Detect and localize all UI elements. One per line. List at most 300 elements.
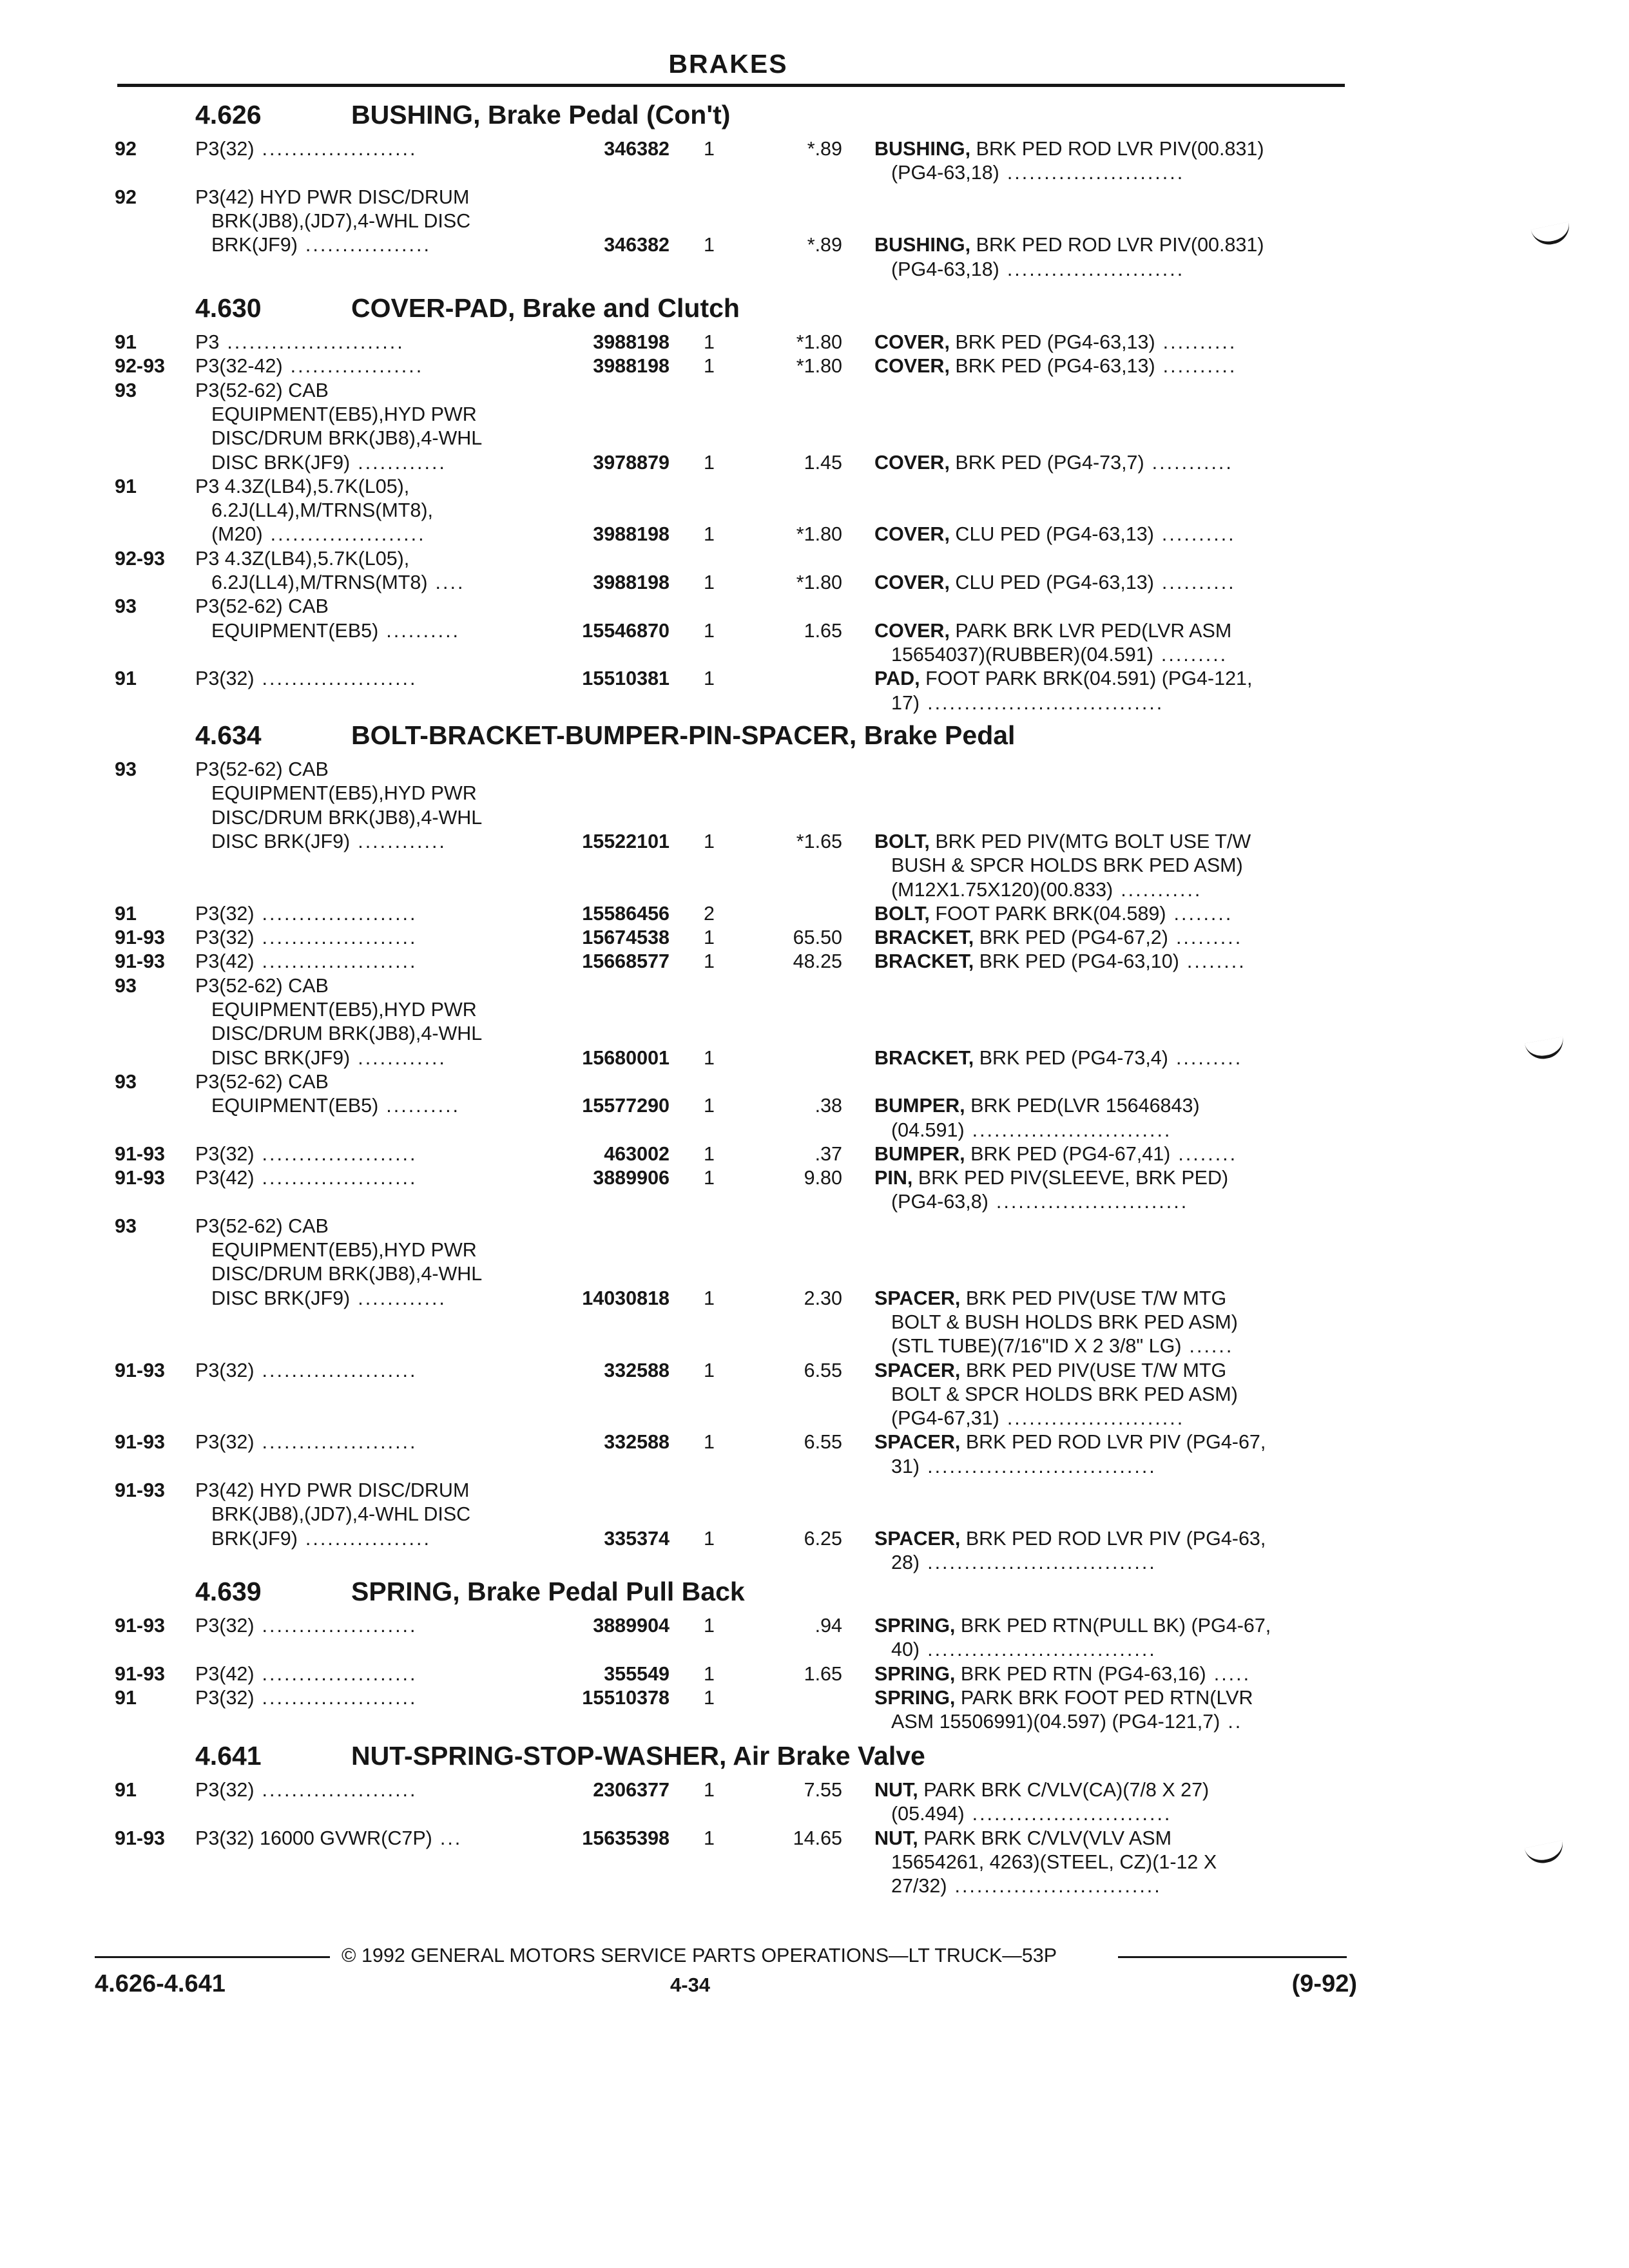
description-continuation — [891, 643, 1228, 667]
catalog-line — [0, 1455, 1629, 1479]
part-description: BRK PED RTN(PULL BK) (PG4-67, — [960, 1615, 1271, 1637]
catalog-line — [0, 902, 1629, 926]
application-cell — [211, 830, 447, 854]
description-text: 15654037)(RUBBER)(04.591) — [891, 643, 1153, 666]
catalog-line — [0, 1262, 1629, 1286]
catalog-line — [0, 830, 1629, 854]
application-text: EQUIPMENT(EB5),HYD PWR — [211, 999, 477, 1021]
description-cell — [874, 233, 1264, 257]
part-name: NUT, — [874, 1779, 918, 1801]
catalog-line — [0, 233, 1629, 257]
catalog-line — [0, 926, 1629, 950]
leader-dots: ..................... — [262, 1686, 418, 1709]
catalog-line — [0, 1850, 1629, 1874]
leader-dots: .......... — [386, 1095, 461, 1117]
catalog-line — [0, 667, 1629, 691]
description-cell — [874, 1287, 1226, 1311]
leader-dots: ..................... — [262, 1359, 418, 1381]
leader-dots: ............ — [358, 1046, 447, 1069]
application-cell — [211, 1527, 431, 1551]
leader-dots: ........................ — [1007, 162, 1185, 184]
part-number: 346382 — [604, 138, 670, 160]
part-description: CLU PED (PG4-63,13) — [955, 523, 1154, 546]
leader-dots: .................. — [290, 355, 424, 378]
section-number: 4.634 — [195, 720, 262, 750]
model-year: 93 — [115, 379, 137, 401]
catalog-line — [0, 1142, 1629, 1166]
application-text: (M20) — [211, 523, 263, 546]
price: .37 — [815, 1142, 842, 1165]
leader-dots: .......... — [386, 619, 461, 642]
application-text: P3(32) — [195, 1686, 255, 1709]
section-title: BUSHING, Brake Pedal (Con't) — [351, 100, 731, 130]
description-continuation — [891, 1407, 1184, 1430]
description-text: 28) — [891, 1551, 920, 1573]
quantity: 1 — [704, 950, 715, 973]
leader-dots: ............................... — [927, 1551, 1157, 1573]
part-number: 3889906 — [593, 1167, 670, 1189]
leader-dots: ........................... — [972, 1803, 1172, 1825]
catalog-line — [0, 1238, 1629, 1262]
description-cell — [874, 1430, 1266, 1454]
application-cell — [195, 1166, 418, 1190]
application-text: EQUIPMENT(EB5),HYD PWR — [211, 403, 477, 425]
catalog-line — [0, 1638, 1629, 1662]
application-text: P3 4.3Z(LB4),5.7K(L05), — [195, 475, 410, 497]
application-text: BRK(JB8),(JD7),4-WHL DISC — [211, 209, 471, 232]
leader-dots: ..................... — [262, 668, 418, 690]
part-name: NUT, — [874, 1827, 918, 1849]
section-number: 4.639 — [195, 1577, 262, 1606]
part-description: BRK PED (PG4-67,41) — [970, 1142, 1171, 1165]
catalog-line — [0, 331, 1629, 354]
catalog-line — [0, 643, 1629, 667]
leader-dots: ............................... — [927, 1455, 1157, 1477]
part-description: PARK BRK FOOT PED RTN(LVR — [960, 1686, 1253, 1709]
leader-dots: ..................... — [262, 902, 418, 925]
description-cell — [874, 331, 1237, 354]
part-description: BRK PED ROD LVR PIV(00.831) — [976, 234, 1264, 256]
catalog-line — [0, 1287, 1629, 1311]
quantity: 1 — [704, 927, 715, 949]
part-name: SPRING, — [874, 1662, 956, 1685]
part-name: SPRING, — [874, 1686, 956, 1709]
catalog-line — [0, 758, 1629, 782]
model-year: 92-93 — [115, 355, 166, 378]
application-cell — [195, 926, 418, 950]
description-continuation — [891, 1119, 1171, 1142]
price: 1.65 — [804, 619, 842, 642]
part-name: SPACER, — [874, 1431, 961, 1454]
description-cell — [874, 354, 1237, 378]
catalog-line — [0, 427, 1629, 450]
model-year: 91-93 — [115, 1431, 166, 1454]
leader-dots: ........................... — [972, 1119, 1172, 1141]
section-number: 4.630 — [195, 293, 262, 323]
part-name: BUSHING, — [874, 138, 971, 160]
catalog-line — [0, 1614, 1629, 1638]
model-year: 91-93 — [115, 1615, 166, 1637]
application-cell — [211, 523, 426, 546]
part-number: 15510378 — [582, 1686, 670, 1709]
leader-dots: ..................... — [262, 138, 418, 160]
quantity: 1 — [704, 234, 715, 256]
application-cell — [195, 379, 329, 403]
quantity: 1 — [704, 1615, 715, 1637]
part-number: 15680001 — [582, 1046, 670, 1069]
application-text: DISC BRK(JF9) — [211, 1046, 351, 1069]
catalog-line — [0, 1383, 1629, 1407]
application-text: BRK(JB8),(JD7),4-WHL DISC — [211, 1503, 471, 1526]
application-text: P3(32) — [195, 668, 255, 690]
application-cell — [195, 595, 329, 619]
catalog-line — [0, 403, 1629, 427]
quantity: 1 — [704, 1046, 715, 1069]
catalog-line — [0, 1046, 1629, 1070]
application-cell — [211, 571, 465, 595]
price: 6.55 — [804, 1431, 842, 1454]
description-cell — [874, 1662, 1251, 1686]
leader-dots: ............ — [358, 451, 447, 474]
price: 7.55 — [804, 1779, 842, 1801]
leader-dots: ..................... — [262, 927, 418, 949]
leader-dots: .......... — [1161, 523, 1236, 546]
description-continuation — [891, 161, 1184, 185]
part-number: 3988198 — [593, 331, 670, 353]
application-text: EQUIPMENT(EB5) — [211, 1095, 379, 1117]
leader-dots: ... — [439, 1827, 463, 1849]
application-text: P3(52-62) CAB — [195, 1070, 329, 1093]
description-text: BOLT & SPCR HOLDS BRK PED ASM) — [891, 1383, 1238, 1405]
part-description: PARK BRK C/VLV(CA)(7/8 X 27) — [923, 1779, 1210, 1801]
application-text: P3 — [195, 331, 220, 353]
part-name: SPACER, — [874, 1359, 961, 1381]
price: 2.30 — [804, 1287, 842, 1309]
application-text: DISC BRK(JF9) — [211, 1287, 351, 1309]
leader-dots: ......... — [1175, 1046, 1243, 1069]
part-description: CLU PED (PG4-63,13) — [955, 572, 1154, 593]
description-cell — [874, 1142, 1237, 1166]
model-year: 91-93 — [115, 927, 166, 949]
catalog-line — [0, 806, 1629, 830]
description-text: (M12X1.75X120)(00.833) — [891, 878, 1113, 901]
application-text: P3(42) — [195, 1167, 255, 1189]
price: *1.80 — [796, 523, 842, 546]
application-text: P3(32) 16000 GVWR(C7P) — [195, 1827, 432, 1849]
leader-dots: ..................... — [262, 950, 418, 973]
model-year: 91-93 — [115, 1662, 166, 1685]
catalog-line — [0, 258, 1629, 282]
description-cell — [874, 1778, 1209, 1802]
application-cell — [211, 619, 460, 643]
price: *.89 — [807, 138, 842, 160]
quantity: 1 — [704, 1827, 715, 1849]
part-name: BRACKET, — [874, 927, 974, 949]
catalog-line — [0, 1479, 1629, 1503]
part-name: COVER, — [874, 619, 950, 642]
section-number: 4.626 — [195, 100, 262, 130]
leader-dots: ......... — [1175, 927, 1243, 949]
description-continuation — [891, 878, 1202, 902]
application-cell — [211, 451, 447, 475]
part-name: SPRING, — [874, 1615, 956, 1637]
part-description: BRK PED ROD LVR PIV (PG4-63, — [965, 1527, 1266, 1550]
description-text: BUSH & SPCR HOLDS BRK PED ASM) — [891, 854, 1243, 877]
application-cell — [195, 331, 405, 354]
part-number: 15668577 — [582, 950, 670, 973]
application-text: P3(32) — [195, 1779, 255, 1801]
catalog-line — [0, 1119, 1629, 1142]
model-year: 91-93 — [115, 1142, 166, 1165]
application-cell — [195, 1662, 418, 1686]
application-text: P3(52-62) CAB — [195, 379, 329, 401]
part-description: FOOT PARK BRK(04.591) (PG4-121, — [925, 668, 1253, 690]
application-cell — [211, 1503, 470, 1526]
footer-rule-right — [1118, 1956, 1347, 1958]
description-cell — [874, 1686, 1253, 1710]
leader-dots: ............ — [358, 1287, 447, 1309]
leader-dots: ..................... — [262, 1779, 418, 1801]
application-cell — [195, 667, 418, 691]
description-cell — [874, 451, 1233, 475]
catalog-line — [0, 451, 1629, 475]
price: 48.25 — [793, 950, 842, 973]
application-text: 6.2J(LL4),M/TRNS(MT8), — [211, 499, 434, 522]
application-cell — [211, 806, 482, 830]
price: *1.80 — [796, 331, 842, 353]
part-number: 3988198 — [593, 572, 670, 593]
leader-dots: ..................... — [270, 523, 426, 546]
model-year: 93 — [115, 758, 137, 780]
footer-copyright: © 1992 GENERAL MOTORS SERVICE PARTS OPERATIONS—LT TRUCK—53P — [342, 1945, 1057, 1966]
leader-dots: ..................... — [262, 1662, 418, 1685]
application-text: P3(52-62) CAB — [195, 758, 329, 780]
application-cell — [195, 974, 329, 998]
quantity: 1 — [704, 1095, 715, 1117]
application-cell — [211, 1046, 447, 1070]
part-description: PARK BRK LVR PED(LVR ASM — [955, 619, 1232, 642]
application-cell — [195, 354, 423, 378]
quantity: 1 — [704, 1167, 715, 1189]
description-continuation — [891, 1874, 1162, 1898]
price: 14.65 — [793, 1827, 842, 1849]
price: .38 — [815, 1095, 842, 1117]
application-cell — [195, 1827, 462, 1850]
description-cell — [874, 619, 1231, 643]
description-continuation — [891, 854, 1243, 878]
description-continuation — [891, 691, 1164, 715]
application-text: EQUIPMENT(EB5),HYD PWR — [211, 782, 477, 805]
catalog-line — [0, 1551, 1629, 1575]
description-cell — [874, 926, 1242, 950]
leader-dots: ........... — [1152, 451, 1233, 474]
application-text: P3(32) — [195, 1142, 255, 1165]
application-cell — [211, 1262, 482, 1286]
quantity: 1 — [704, 1142, 715, 1165]
catalog-line — [0, 974, 1629, 998]
catalog-line — [0, 1710, 1629, 1734]
application-text: EQUIPMENT(EB5) — [211, 619, 379, 642]
catalog-line — [0, 354, 1629, 378]
model-year: 93 — [115, 974, 137, 997]
leader-dots: .. — [1228, 1711, 1243, 1733]
description-text: ASM 15506991)(04.597) (PG4-121,7) — [891, 1711, 1220, 1733]
application-cell — [195, 1359, 418, 1383]
description-text: (PG4-67,31) — [891, 1407, 999, 1430]
price: 6.25 — [804, 1527, 842, 1550]
description-text: 17) — [891, 691, 920, 714]
catalog-line — [0, 1311, 1629, 1334]
application-cell — [195, 1142, 418, 1166]
model-year: 91 — [115, 902, 137, 925]
application-text: P3(42) HYD PWR DISC/DRUM — [195, 186, 470, 208]
description-cell — [874, 523, 1236, 546]
application-cell — [195, 1479, 469, 1503]
catalog-line — [0, 782, 1629, 805]
leader-dots: ......... — [1161, 643, 1228, 666]
catalog-line — [0, 523, 1629, 546]
quantity: 2 — [704, 902, 715, 925]
application-cell — [211, 499, 433, 523]
application-text: P3 4.3Z(LB4),5.7K(L05), — [195, 547, 410, 570]
application-text: BRK(JF9) — [211, 234, 298, 256]
part-number: 3978879 — [593, 451, 670, 474]
part-description: BRK PED PIV(MTG BOLT USE T/W — [935, 830, 1251, 852]
leader-dots: ................................ — [927, 691, 1164, 714]
quantity: 1 — [704, 355, 715, 378]
catalog-line — [0, 571, 1629, 595]
description-continuation — [891, 1850, 1217, 1874]
description-cell — [874, 1094, 1200, 1118]
quantity: 1 — [704, 331, 715, 353]
description-cell — [874, 1359, 1226, 1383]
price: *1.80 — [796, 355, 842, 378]
part-number: 346382 — [604, 234, 670, 256]
catalog-line — [0, 379, 1629, 403]
description-text: BOLT & BUSH HOLDS BRK PED ASM) — [891, 1311, 1238, 1333]
model-year: 92-93 — [115, 547, 166, 570]
application-text: DISC BRK(JF9) — [211, 451, 351, 474]
description-cell — [874, 902, 1233, 926]
part-number: 14030818 — [582, 1287, 670, 1309]
application-cell — [211, 209, 470, 233]
catalog-line — [0, 1070, 1629, 1094]
price: .94 — [815, 1615, 842, 1637]
part-number: 15674538 — [582, 927, 670, 949]
quantity: 1 — [704, 619, 715, 642]
catalog-line — [0, 186, 1629, 209]
application-cell — [195, 758, 329, 782]
part-name: BRACKET, — [874, 950, 974, 973]
header-rule — [117, 84, 1345, 87]
leader-dots: ........... — [1121, 878, 1202, 901]
part-number: 335374 — [604, 1527, 670, 1550]
application-cell — [195, 186, 469, 209]
quantity: 1 — [704, 1662, 715, 1685]
application-cell — [195, 1070, 329, 1094]
catalog-line — [0, 619, 1629, 643]
model-year: 93 — [115, 1070, 137, 1093]
part-description: BRK PED ROD LVR PIV(00.831) — [976, 138, 1264, 160]
footer-revision-date: (9-92) — [1291, 1970, 1357, 1997]
model-year: 91-93 — [115, 1827, 166, 1849]
catalog-line — [0, 499, 1629, 523]
application-cell — [211, 427, 482, 450]
description-continuation — [891, 1638, 1157, 1662]
leader-dots: ........................ — [227, 331, 405, 353]
catalog-line — [0, 209, 1629, 233]
part-number: 332588 — [604, 1431, 670, 1454]
description-text: 31) — [891, 1455, 920, 1477]
part-number: 2306377 — [593, 1779, 670, 1801]
catalog-line — [0, 1686, 1629, 1710]
leader-dots: .......... — [1162, 331, 1237, 353]
application-cell — [195, 1614, 418, 1638]
application-text: 6.2J(LL4),M/TRNS(MT8) — [211, 572, 428, 593]
quantity: 1 — [704, 1287, 715, 1309]
application-text: P3(42) — [195, 950, 255, 973]
catalog-line — [0, 547, 1629, 571]
description-text: (PG4-63,8) — [891, 1191, 988, 1213]
leader-dots: .......................... — [996, 1191, 1189, 1213]
section-title: SPRING, Brake Pedal Pull Back — [351, 1577, 745, 1606]
catalog-line — [0, 1215, 1629, 1238]
price: *1.65 — [796, 830, 842, 852]
part-name: BUMPER, — [874, 1142, 965, 1165]
description-cell — [874, 1527, 1266, 1551]
part-name: SPACER, — [874, 1287, 961, 1309]
application-text: P3(52-62) CAB — [195, 1215, 329, 1237]
quantity: 1 — [704, 1527, 715, 1550]
part-description: FOOT PARK BRK(04.589) — [935, 902, 1166, 925]
model-year: 93 — [115, 595, 137, 618]
part-description: BRK PED PIV(USE T/W MTG — [965, 1359, 1227, 1381]
section-title: BOLT-BRACKET-BUMPER-PIN-SPACER, Brake Pedal — [351, 720, 1016, 750]
leader-dots: ............................... — [927, 1639, 1157, 1661]
part-number: 463002 — [604, 1142, 670, 1165]
leader-dots: ........ — [1178, 1142, 1238, 1165]
description-cell — [874, 830, 1251, 854]
catalog-line — [0, 691, 1629, 715]
quantity: 1 — [704, 830, 715, 852]
quantity: 1 — [704, 1686, 715, 1709]
description-continuation — [891, 1383, 1238, 1407]
part-name: PAD, — [874, 668, 920, 690]
part-number: 15586456 — [582, 902, 670, 925]
catalog-line — [0, 1662, 1629, 1686]
description-continuation — [891, 1802, 1171, 1826]
application-cell — [211, 1022, 482, 1046]
part-description: BRK PED(LVR 15646843) — [970, 1095, 1200, 1117]
part-description: BRK PED PIV(SLEEVE, BRK PED) — [918, 1167, 1229, 1189]
part-number: 332588 — [604, 1359, 670, 1381]
application-text: P3(32) — [195, 1431, 255, 1454]
model-year: 92 — [115, 138, 137, 160]
application-text: DISC/DRUM BRK(JB8),4-WHL — [211, 1023, 483, 1045]
part-description: BRK PED RTN (PG4-63,16) — [960, 1662, 1206, 1685]
quantity: 1 — [704, 1359, 715, 1381]
description-text: (PG4-63,18) — [891, 162, 999, 184]
catalog-line — [0, 1094, 1629, 1118]
application-text: P3(32) — [195, 927, 255, 949]
description-cell — [874, 1166, 1228, 1190]
leader-dots: ........................ — [1007, 258, 1185, 280]
description-text: (05.494) — [891, 1803, 965, 1825]
model-year: 91-93 — [115, 1479, 166, 1501]
part-number: 15546870 — [582, 619, 670, 642]
catalog-line — [0, 950, 1629, 974]
part-name: PIN, — [874, 1167, 913, 1189]
